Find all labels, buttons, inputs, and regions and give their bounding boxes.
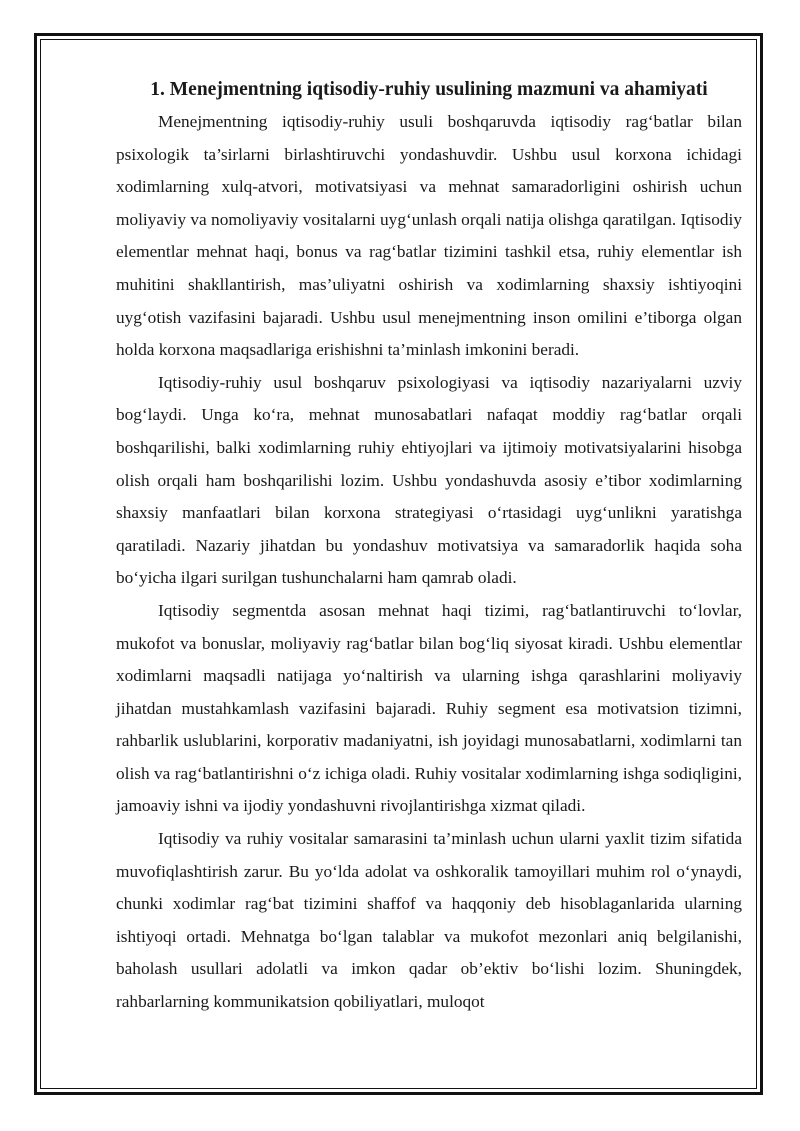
paragraph-4: Iqtisodiy va ruhiy vositalar samarasini ta’minlash uchun ularni yaxlit tizim sifatida muvofiqlashtirish zarur. Bu yo‘lda adolat va oshkoralik tamoyillari muhim rol o‘ynaydi, chunki xodimlar rag‘bat tizimini shaffof va haqqoniy deb hisoblaganlarida ularning ishtiyoqi ortadi. Mehnatga bo‘lgan talablar va mukofot mezonlari aniq belgilanishi, baholash usullari adolatli va imkon qadar ob’ektiv bo‘lishi lozim. Shuningdek, rahbarlarning kommunikatsion qobiliyatlari, muloqot [116, 829, 742, 1012]
paragraph-1: Menejmentning iqtisodiy-ruhiy usuli boshqaruvda iqtisodiy rag‘batlar bilan psixologik ta’sirlarni birlashtiruvchi yondashuvdir. Ushbu usul korxona ichidagi xodimlarning xulq-atvori, motivatsiyasi va mehnat samaradorligini oshirish uchun moliyaviy va nomoliyaviy vositalarni uyg‘unlash orqali natija olishga qaratilgan. Iqtisodiy elementlar mehnat haqi, bonus va rag‘batlar tizimini tashkil etsa, ruhiy elementlar ish muhitini shakllantirish, mas’uliyatni oshirish va xodimlarning shaxsiy ishtiyoqini uyg‘otish vazifasini bajaradi. Ushbu usul menejmentning inson omilini e’tiborga olgan holda korxona maqsadlariga erishishni ta’minlash imkonini beradi. [116, 112, 742, 360]
paragraph-3: Iqtisodiy segmentda asosan mehnat haqi tizimi, rag‘batlantiruvchi to‘lovlar, mukofot va bonuslar, moliyaviy rag‘batlar bilan bog‘liq siyosat kiradi. Ushbu elementlar xodimlarni maqsadli natijaga yo‘naltirish va ularning ishga qarashlarini moliyaviy jihatdan mustahkamlash vazifasini bajaradi. Ruhiy segment esa motivatsion tizimni, rahbarlik uslublarini, korporativ madaniyatni, ish joyidagi munosabatlarni, xodimlarni tan olish va rag‘batlantirishni o‘z ichiga oladi. Ruhiy vositalar xodimlarning ishga sodiqligini, jamoaviy ishni va ijodiy yondashuvni rivojlantirishga xizmat qiladi. [116, 600, 742, 816]
section-heading: 1. Menejmentning iqtisodiy-ruhiy usulining mazmuni va ahamiyati [150, 79, 708, 100]
paragraph-2: Iqtisodiy-ruhiy usul boshqaruv psixologiyasi va iqtisodiy nazariyalarni uzviy bog‘laydi. Unga ko‘ra, mehnat munosabatlari nafaqat moddiy rag‘batlar orqali boshqarilishi, balki xodimlarning ruhiy ehtiyojlari va ijtimoiy motivatsiyalarini hisobga olish orqali ham boshqarilishi lozim. Ushbu yondashuvda asosiy e’tibor xodimlarning shaxsiy manfaatlari bilan korxona strategiyasi o‘rtasidagi uyg‘unlikni yaratishga qaratiladi. Nazariy jihatdan bu yondashuv motivatsiya va samaradorlik haqida soha bo‘yicha ilgari surilgan tushunchalarni ham qamrab oladi. [116, 372, 742, 588]
document-body [116, 76, 742, 1019]
